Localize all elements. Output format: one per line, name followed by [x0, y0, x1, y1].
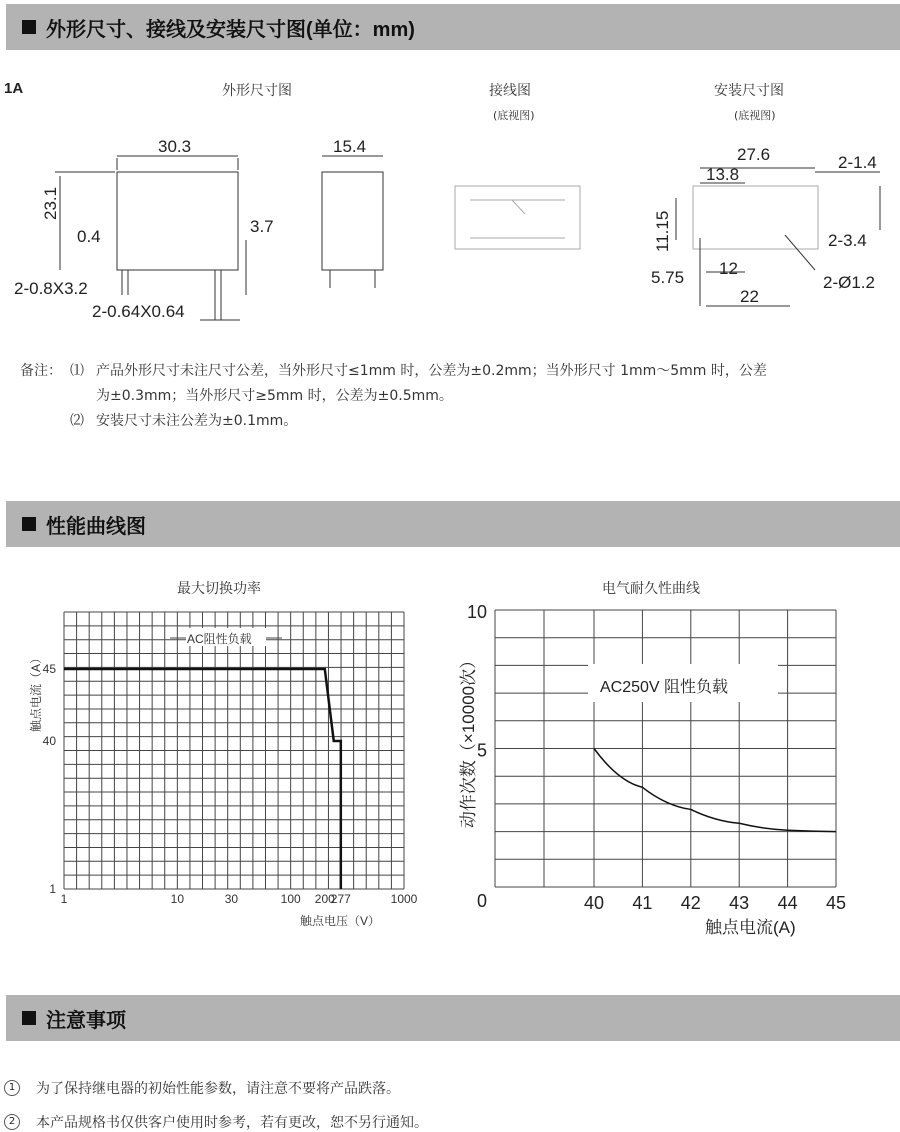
x-tick-label: 1000 [390, 892, 418, 906]
caution-text: 为了保持继电器的初始性能参数，请注意不要将产品跌落。 [36, 1081, 400, 1097]
section-header-performance [6, 501, 900, 547]
note1-mark: ⑴ [70, 363, 84, 379]
dim-hole: 2-Ø1.2 [823, 273, 875, 292]
note2-mark: ⑵ [70, 413, 84, 429]
caution-text: 本产品规格书仅供客户使用时参考，若有更改，恕不另行通知。 [36, 1115, 428, 1131]
x-tick-label: 42 [680, 893, 701, 913]
dimension-drawings [0, 120, 900, 335]
x-tick-label: 43 [729, 893, 750, 913]
x-tick-label: 277 [330, 892, 351, 906]
dim-13-8: 13.8 [706, 165, 740, 184]
x-tick-label: 1 [60, 892, 68, 906]
mount-title: 安装尺寸图 [714, 83, 784, 99]
chart2-title: 电气耐久性曲线 [602, 581, 700, 597]
section-header-cautions [6, 995, 900, 1041]
section-title: 注意事项 [46, 1009, 126, 1032]
dim-2-1-4: 2-1.4 [838, 153, 877, 172]
y-tick-label: 5 [476, 740, 487, 761]
relay-front-outline [117, 172, 238, 270]
y-axis-label: 触点电流（A） [29, 651, 43, 733]
dim-pin-len: 3.7 [250, 217, 274, 236]
square-bullet-icon [22, 517, 36, 531]
x-axis-label: 触点电压（V） [300, 914, 381, 928]
y-tick-label: 1 [49, 882, 56, 896]
legend-entry: AC阻性负载 [187, 632, 252, 646]
x-tick-label: 41 [632, 893, 653, 913]
x-tick-label: 100 [280, 892, 301, 906]
y-tick-label: 45 [42, 662, 56, 676]
dim-22: 22 [740, 287, 759, 306]
x-tick-label: 30 [224, 892, 239, 906]
wiring-subtitle: (底视图) [493, 109, 535, 122]
wiring-title: 接线图 [489, 83, 531, 99]
square-bullet-icon [22, 20, 36, 34]
mount-outline [693, 186, 818, 249]
annotation-label: AC250V 阻性负载 [600, 679, 729, 696]
dim-pin-gap: 0.4 [77, 227, 101, 246]
dim-pin-size: 2-0.8X3.2 [14, 279, 88, 298]
dim-27-6: 27.6 [737, 145, 771, 164]
note1-line2: 为±0.3mm；当外形尺寸≥5mm 时，公差为±0.5mm。 [96, 388, 453, 404]
max-switching-power-chart [0, 600, 440, 940]
relay-side-outline [322, 172, 383, 270]
note2-line: 安装尺寸未注公差为±0.1mm。 [96, 413, 298, 429]
y-tick-label: 40 [42, 734, 56, 748]
section-title: 外形尺寸、接线及安装尺寸图(单位：mm) [46, 18, 415, 41]
x-tick-label: 40 [583, 893, 605, 913]
x-tick-label: 45 [825, 893, 847, 913]
dim-11-15: 11.15 [653, 210, 672, 252]
dim-12: 12 [719, 259, 738, 278]
caution-item-1 [4, 1078, 400, 1098]
mount-subtitle: (底视图) [734, 109, 776, 122]
circled-number-icon: 2 [4, 1114, 20, 1130]
dim-pin-size2: 2-0.64X0.64 [92, 302, 185, 321]
dim-5-75: 5.75 [651, 268, 685, 287]
outline-title: 外形尺寸图 [222, 83, 292, 99]
chart1-title: 最大切换功率 [177, 581, 261, 597]
electrical-endurance-chart [440, 600, 900, 945]
dim-height: 23.1 [41, 186, 60, 220]
x-tick-label: 200 [314, 892, 335, 906]
dim-depth: 15.4 [333, 137, 367, 156]
notes-label: 备注： [20, 363, 62, 379]
square-bullet-icon [22, 1011, 36, 1025]
note1-line1: 产品外形尺寸未注尺寸公差，当外形尺寸≤1mm 时，公差为±0.2mm；当外形尺寸 1mm～5mm 时，公差 [96, 363, 767, 379]
x-axis-label: 触点电流(A) [705, 918, 796, 937]
circled-number-icon: 1 [4, 1080, 20, 1096]
endurance-curve [594, 749, 836, 832]
caution-item-2 [4, 1112, 428, 1132]
y-axis-label: 动作次数（×10000次） [459, 651, 478, 829]
dim-2-3-4: 2-3.4 [828, 231, 867, 250]
x-tick-label: 44 [777, 893, 798, 913]
dim-width: 30.3 [158, 137, 192, 156]
x-tick-label: 10 [170, 892, 185, 906]
section-title: 性能曲线图 [46, 515, 146, 538]
section-header-dimensions [6, 4, 900, 50]
y-tick-label: 10 [466, 602, 487, 622]
wiring-outline [455, 186, 580, 249]
variant-label: 1A [4, 80, 24, 97]
y-tick-label: 0 [476, 891, 487, 911]
